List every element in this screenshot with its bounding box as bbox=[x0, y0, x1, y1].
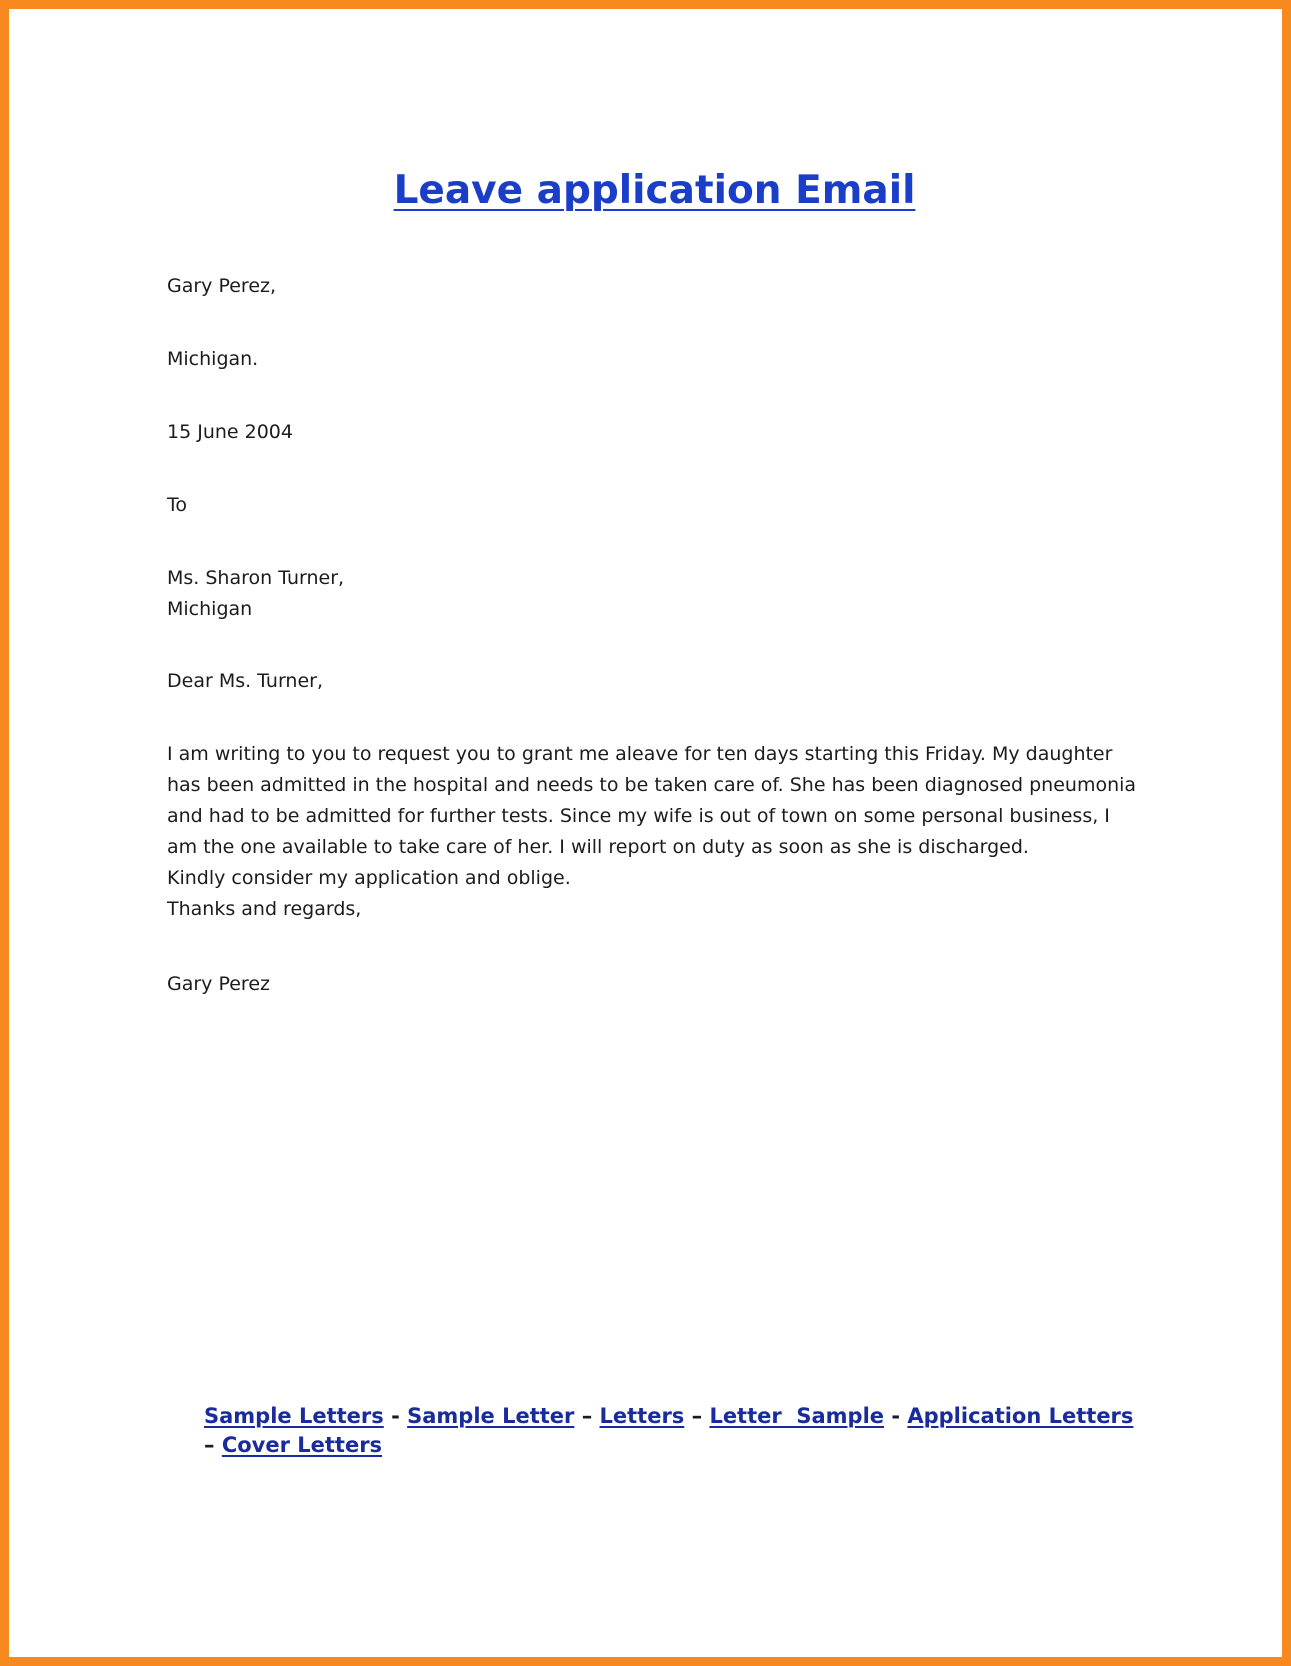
footer-link-application-letters[interactable]: Application Letters bbox=[907, 1404, 1134, 1428]
sender-name: Gary Perez, bbox=[167, 275, 277, 297]
letter-body bbox=[167, 739, 1137, 925]
body-line: has been admitted in the hospital and needs to be taken care of. She has been diagnosed pneumonia bbox=[167, 774, 1137, 796]
salutation: Dear Ms. Turner, bbox=[167, 670, 324, 692]
footer-link-letter-sample[interactable]: Letter Sample bbox=[709, 1404, 885, 1428]
footer-links bbox=[204, 1402, 1144, 1460]
recipient-place: Michigan bbox=[167, 598, 253, 620]
body-line: and had to be admitted for further tests. Since my wife is out of town on some personal business, I bbox=[167, 805, 1110, 827]
footer-separator: – bbox=[204, 1433, 215, 1457]
body-line: am the one available to take care of her. I will report on duty as soon as she is discharged. bbox=[167, 836, 1029, 858]
footer-link-cover-letters[interactable]: Cover Letters bbox=[221, 1433, 383, 1457]
sender-place: Michigan. bbox=[167, 348, 259, 370]
signature: Gary Perez bbox=[167, 973, 270, 995]
footer-link-sample-letter[interactable]: Sample Letter bbox=[407, 1404, 575, 1428]
footer-separator: - bbox=[391, 1404, 400, 1428]
footer-separator: - bbox=[891, 1404, 901, 1428]
footer-link-sample-letters[interactable]: Sample Letters bbox=[204, 1404, 384, 1428]
body-line: Thanks and regards, bbox=[167, 898, 362, 920]
recipient-block bbox=[167, 563, 1137, 625]
footer-separator: – bbox=[581, 1404, 593, 1428]
footer-link-letters[interactable]: Letters bbox=[599, 1404, 685, 1428]
body-line: Kindly consider my application and oblige. bbox=[167, 867, 571, 889]
letter-date: 15 June 2004 bbox=[167, 421, 293, 443]
to-label: To bbox=[167, 494, 188, 516]
body-line: I am writing to you to request you to grant me aleave for ten days starting this Friday. My daughter bbox=[167, 743, 1113, 765]
page-title[interactable]: Leave application Email bbox=[393, 168, 916, 213]
recipient-name: Ms. Sharon Turner, bbox=[167, 567, 345, 589]
footer-separator: – bbox=[691, 1404, 703, 1428]
